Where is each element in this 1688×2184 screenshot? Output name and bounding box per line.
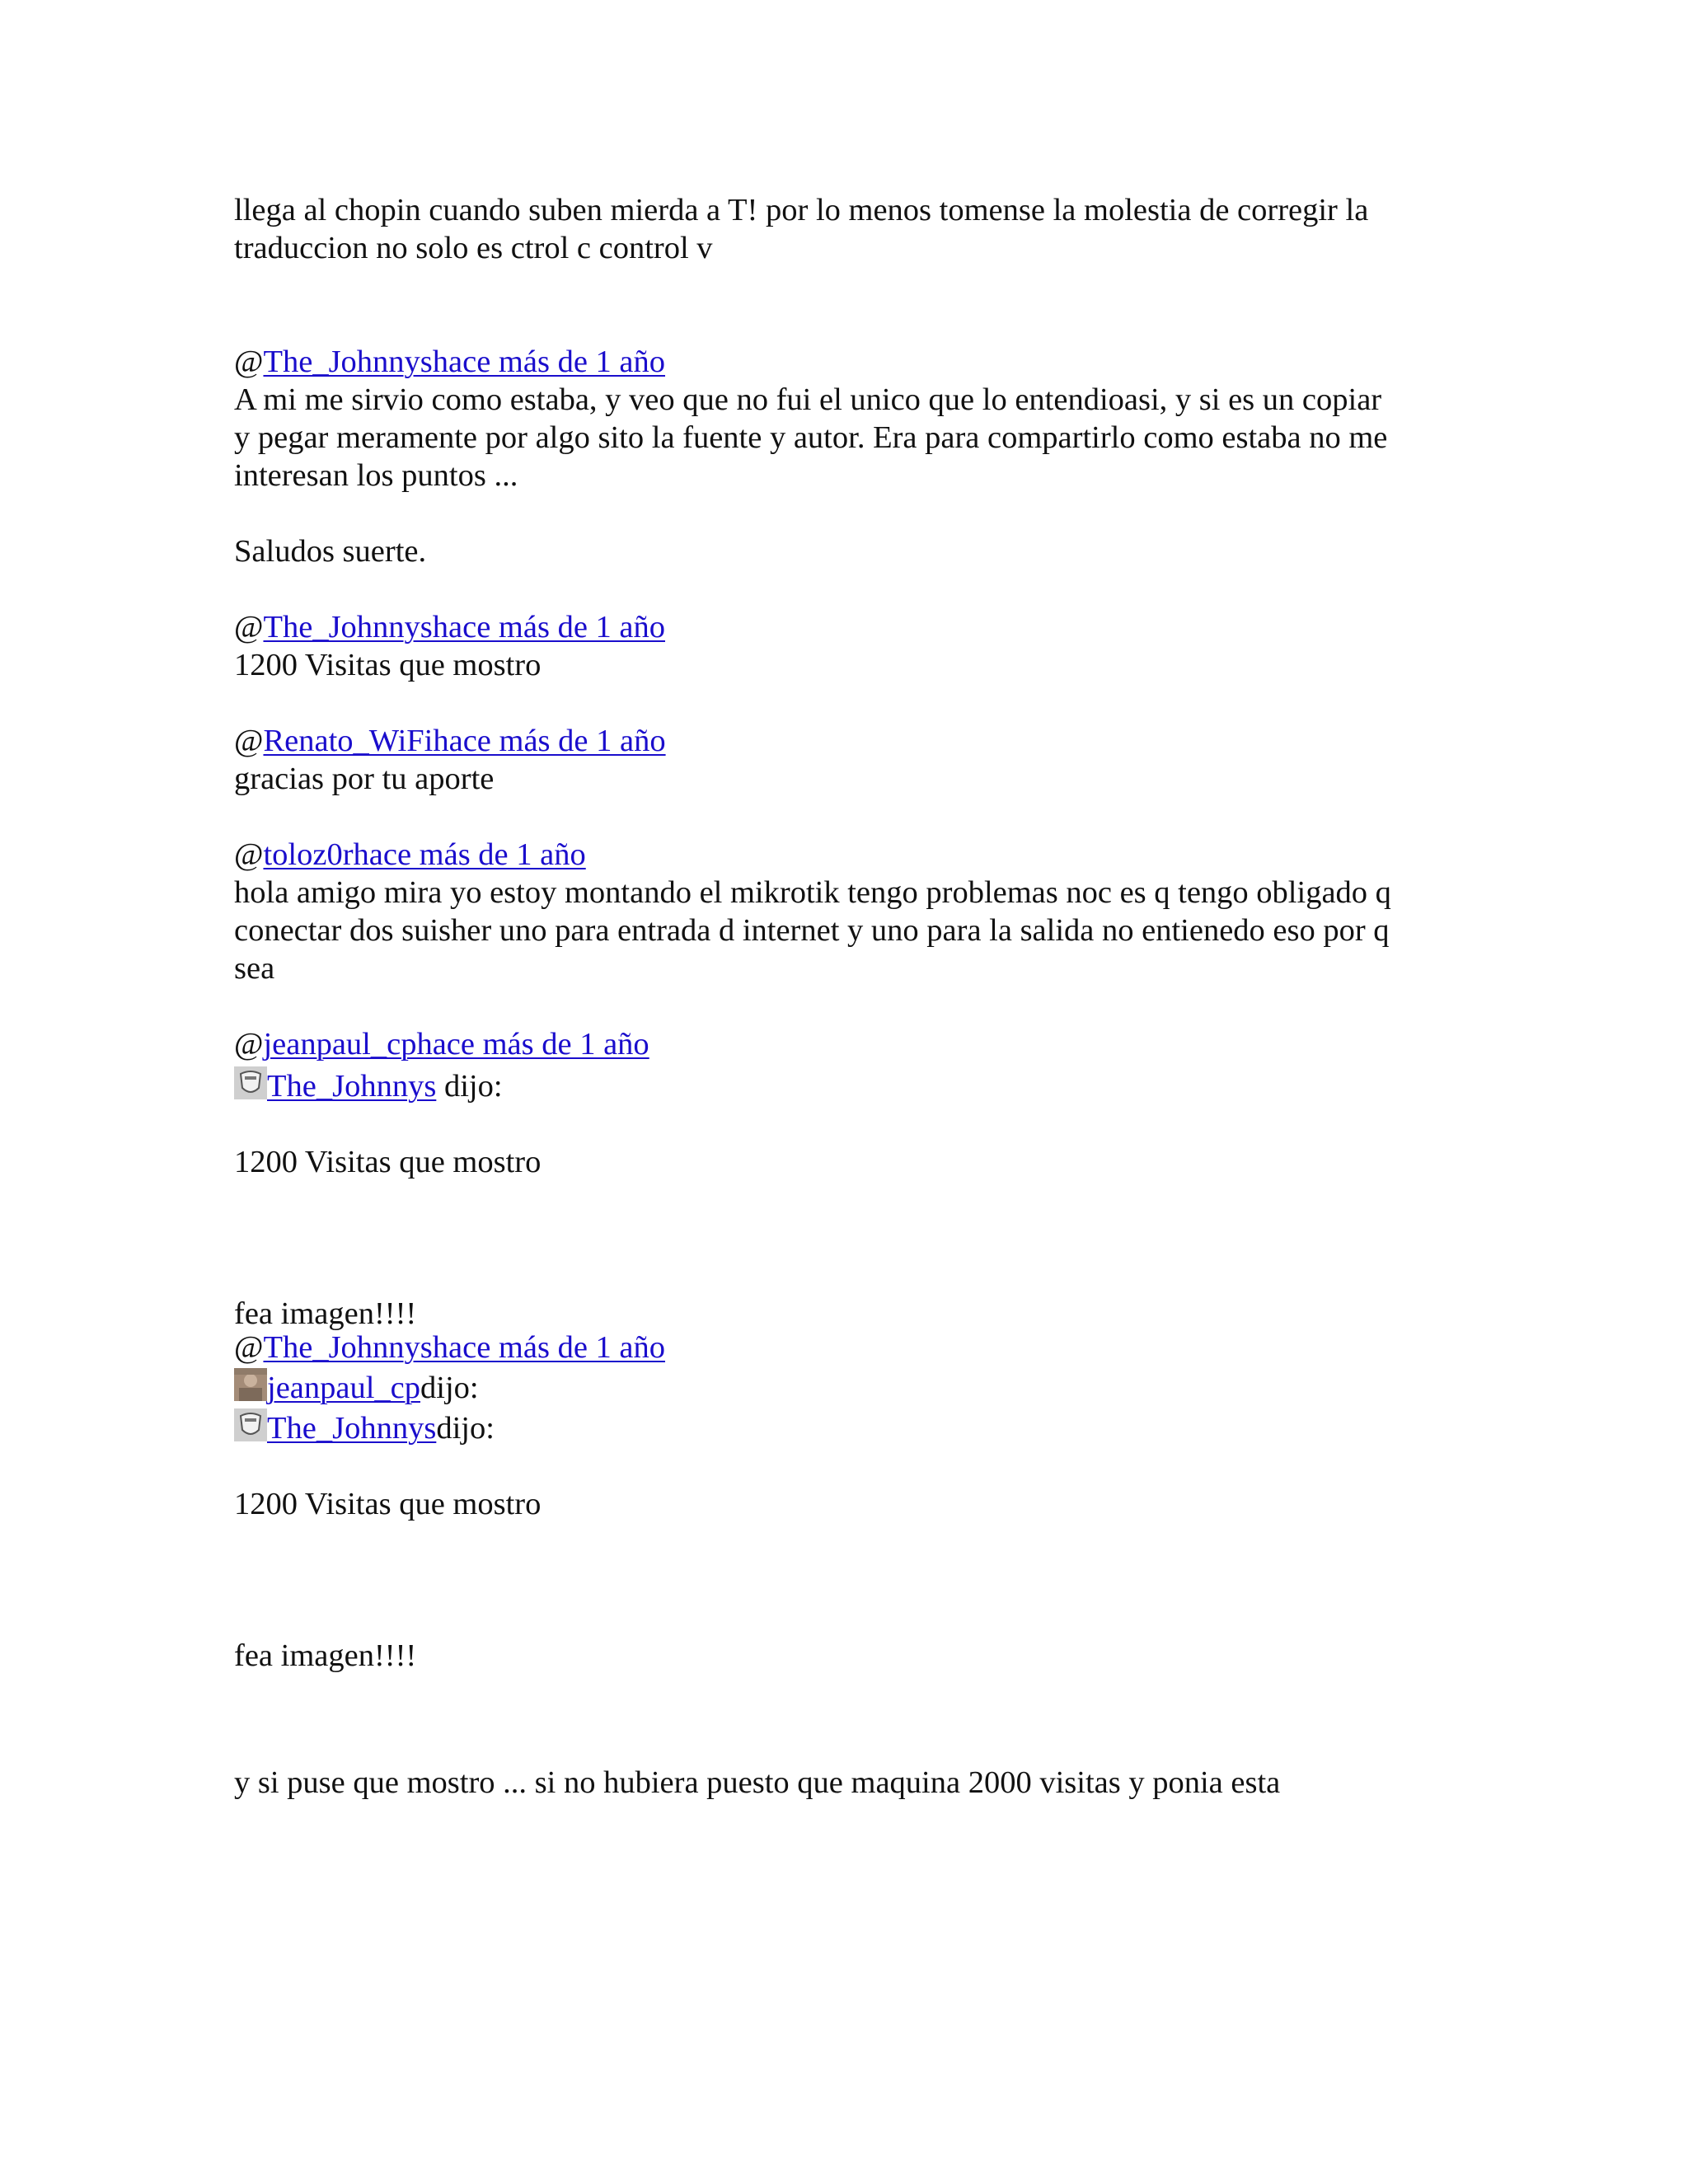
quote-said: dijo: <box>436 1411 495 1446</box>
quote-text: 1200 Visitas que mostro <box>234 1487 542 1521</box>
comment-text-line: traduccion no solo es ctrol c control v <box>234 231 713 265</box>
shield-avatar-icon <box>234 1066 267 1099</box>
comment-author-link[interactable]: The_Johnnyshace más de 1 año <box>263 1330 665 1365</box>
comment-author-link[interactable]: The_Johnnyshace más de 1 año <box>263 344 665 379</box>
comment-text-line: gracias por tu aporte <box>234 762 495 796</box>
quote-header <box>234 1066 1470 1105</box>
comment-body <box>234 191 1470 267</box>
comment-text-line: y pegar meramente por algo sito la fuente y autor. Era para compartirlo como estaba no me <box>234 420 1388 455</box>
at-sign: @ <box>234 837 264 872</box>
comment-header <box>234 722 1470 760</box>
comment-header <box>234 608 1470 646</box>
quote-said: dijo: <box>420 1371 479 1405</box>
comment-header <box>234 1329 1470 1366</box>
quote-author-link[interactable]: The_Johnnys <box>267 1069 437 1104</box>
quote-said: dijo: <box>436 1069 503 1104</box>
photo-avatar-icon <box>234 1368 267 1401</box>
comment-text-line: fea imagen!!!! <box>234 1296 417 1331</box>
comment-text-line: Saludos suerte. <box>234 534 427 569</box>
comment <box>234 608 1470 684</box>
at-sign: @ <box>234 1330 264 1365</box>
quote-text: 1200 Visitas que mostro <box>234 1145 542 1179</box>
comment-text-line: sea <box>234 951 275 986</box>
at-sign: @ <box>234 1027 264 1062</box>
comment-text-line: y si puse que mostro ... si no hubiera puesto que maquina 2000 visitas y ponia esta <box>234 1765 1281 1800</box>
comment-header <box>234 1025 1470 1063</box>
at-sign: @ <box>234 724 264 758</box>
quote-author-link[interactable]: jeanpaul_cp <box>267 1371 420 1405</box>
comment-author-link[interactable]: toloz0rhace más de 1 año <box>263 837 586 872</box>
comment-author-link[interactable]: jeanpaul_cphace más de 1 año <box>263 1027 649 1062</box>
comment-text-line: hola amigo mira yo estoy montando el mikrotik tengo problemas noc es q tengo obligado q <box>234 875 1391 910</box>
quote-author-link[interactable]: The_Johnnys <box>267 1411 437 1446</box>
comment-header <box>234 836 1470 874</box>
comment-header <box>234 343 1470 381</box>
comment-author-link[interactable]: Renato_WiFihace más de 1 año <box>263 724 666 758</box>
comment-text-line: conectar dos suisher uno para entrada d internet y uno para la salida no entienedo eso por q <box>234 913 1390 948</box>
at-sign: @ <box>234 610 264 644</box>
comment-text-line: interesan los puntos ... <box>234 458 518 493</box>
quote-header <box>234 1368 1470 1407</box>
comment-author-link[interactable]: The_Johnnyshace más de 1 año <box>263 610 665 644</box>
quote-header <box>234 1408 1470 1447</box>
quote-text: fea imagen!!!! <box>234 1638 417 1673</box>
shield-avatar-icon <box>234 1408 267 1441</box>
comment <box>234 1025 1470 1333</box>
comment <box>234 836 1470 987</box>
comment <box>234 722 1470 798</box>
comment-text-line: llega al chopin cuando suben mierda a T! por lo menos tomense la molestia de corregir la <box>234 193 1369 227</box>
comment-text-line: 1200 Visitas que mostro <box>234 648 542 682</box>
comment-text-line: A mi me sirvio como estaba, y veo que no fui el unico que lo entendioasi, y si es un copiar <box>234 382 1382 417</box>
comment <box>234 343 1470 570</box>
at-sign: @ <box>234 344 264 379</box>
comment <box>234 1329 1470 1802</box>
